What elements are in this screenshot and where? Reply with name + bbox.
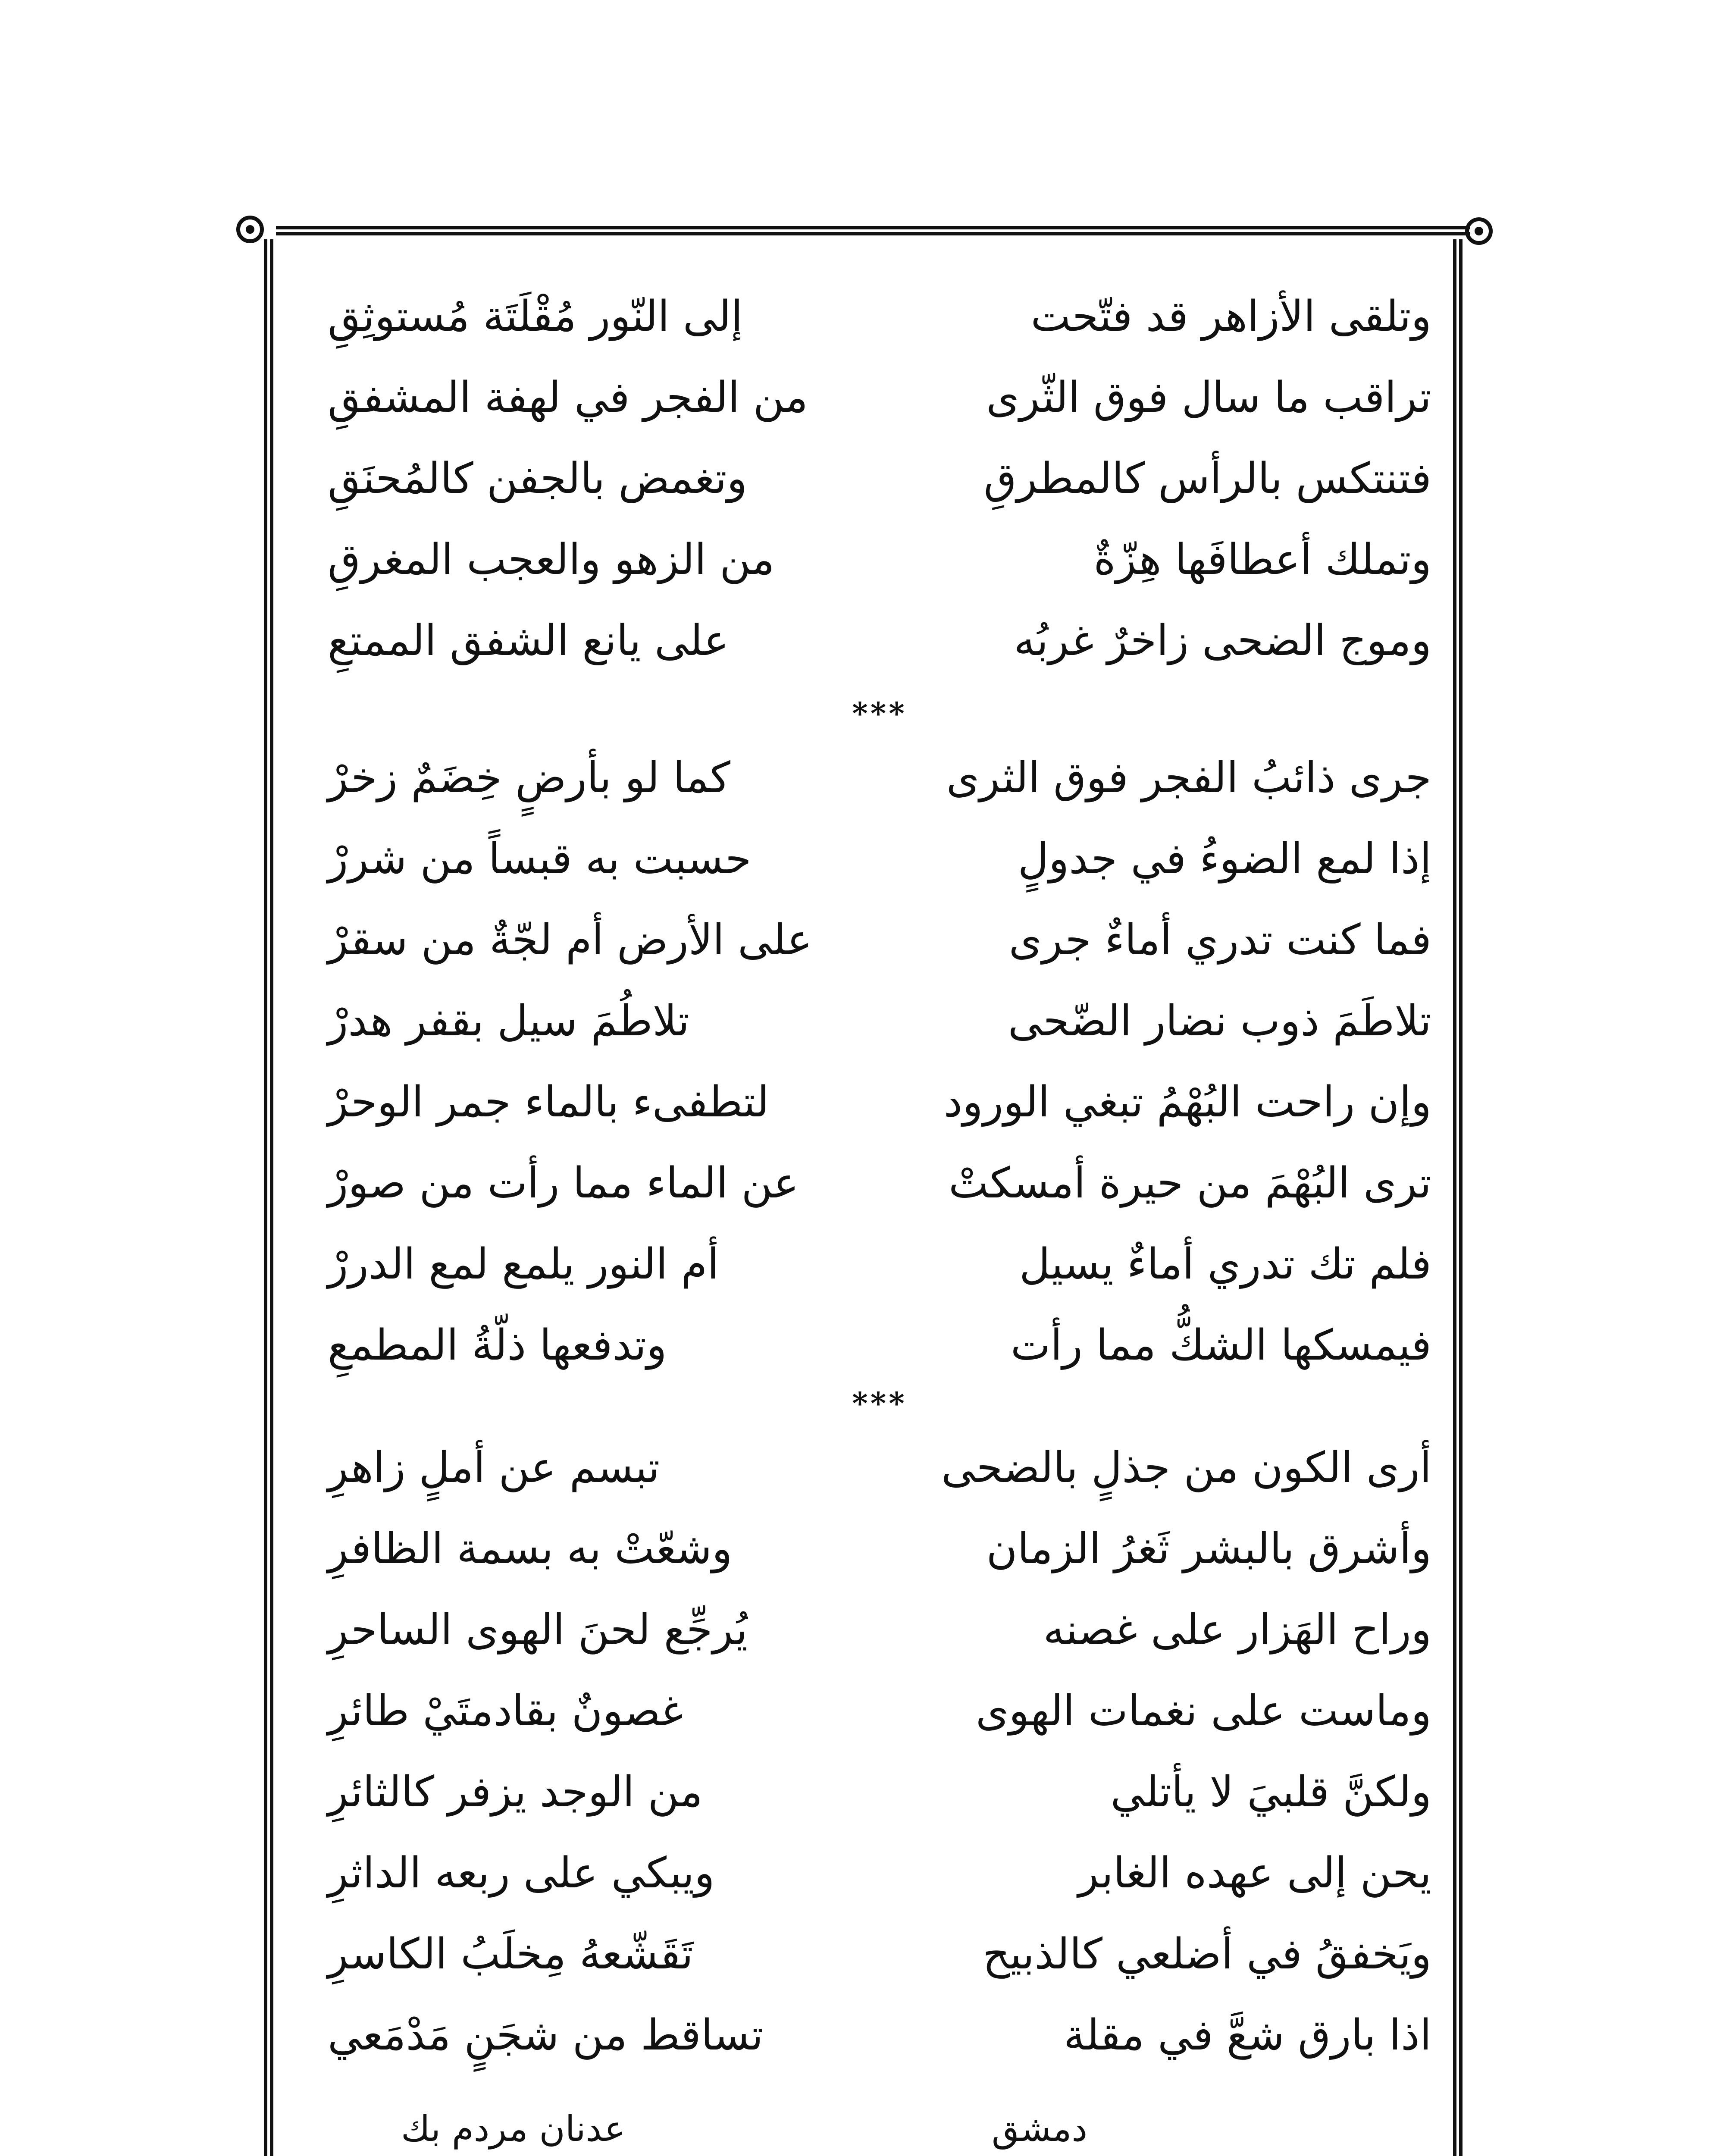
verse-line: [328, 818, 1431, 899]
verse-first-hemistich: ويَخفقُ في أضلعي كالذبيح: [983, 1930, 1431, 1979]
verse-line: [328, 981, 1431, 1062]
verse-line: [328, 357, 1431, 438]
poem-section-3: [328, 1380, 1431, 2076]
verse-line: [328, 1427, 1431, 1508]
verse-first-hemistich: فلم تك تدري أماءٌ يسيل: [1019, 1240, 1431, 1289]
verse-second-hemistich: وتدفعها ذلّةُ المطمعِ: [328, 1321, 667, 1370]
right-border-rule: [1453, 239, 1463, 2156]
verse-line: [328, 276, 1431, 357]
corner-ornament-icon: [1465, 217, 1493, 245]
verse-first-hemistich: ولكنَّ قلبيَ لا يأتلي: [1110, 1767, 1431, 1817]
verse-first-hemistich: وتملك أعطافَها هِزّةٌ: [1093, 535, 1431, 584]
verse-first-hemistich: وأشرق بالبشر ثَغرُ الزمان: [986, 1524, 1431, 1573]
verse-line: [328, 1062, 1431, 1143]
signature-city: دمشق: [992, 2109, 1087, 2150]
verse-line: [328, 1143, 1431, 1224]
section-separator: ***: [852, 1385, 907, 1421]
verse-line: [328, 1589, 1431, 1670]
verse-first-hemistich: وإن راحت البُهْمُ تبغي الورود: [943, 1078, 1431, 1127]
verse-line: [328, 1995, 1431, 2076]
verse-line: [328, 600, 1431, 681]
verse-second-hemistich: ويبكي على ربعه الداثرِ: [328, 1849, 715, 1898]
verse-second-hemistich: على الأرض أم لجّةٌ من سقرْ: [328, 915, 812, 965]
verse-first-hemistich: فما كنت تدري أماءٌ جرى: [1008, 915, 1431, 965]
verse-first-hemistich: وتلقى الأزاهر قد فتّحت: [1030, 292, 1431, 341]
verse-first-hemistich: جرى ذائبُ الفجر فوق الثرى: [946, 753, 1431, 802]
left-border-rule: [264, 239, 273, 2156]
verse-second-hemistich: أم النور يلمع لمع الدررْ: [328, 1240, 719, 1289]
verse-first-hemistich: وماست على نغمات الهوى: [976, 1686, 1431, 1736]
verse-first-hemistich: فيمسكها الشكُّ مما رأت: [1010, 1321, 1431, 1370]
verse-line: [328, 1670, 1431, 1752]
verse-line: [328, 1752, 1431, 1833]
corner-ornament-icon: [236, 216, 264, 243]
verse-second-hemistich: إلى النّور مُقْلَتَة مُستوثِقِ: [328, 292, 743, 341]
verse-second-hemistich: يُرجِّع لحنَ الهوى الساحرِ: [328, 1605, 748, 1655]
verse-line: [328, 1224, 1431, 1305]
poem-section-1: [328, 276, 1431, 681]
verse-first-hemistich: تراقب ما سال فوق الثّرى: [986, 373, 1431, 422]
verse-line: [328, 1914, 1431, 1995]
verse-first-hemistich: تلاطَمَ ذوب نضار الضّحى: [1008, 997, 1431, 1046]
verse-second-hemistich: من الوجد يزفر كالثائرِ: [328, 1767, 703, 1817]
verse-first-hemistich: أرى الكون من جذلٍ بالضحى: [941, 1443, 1431, 1492]
verse-first-hemistich: وموج الضحى زاخرٌ غربُه: [1014, 616, 1431, 665]
section-separator: ***: [852, 696, 907, 731]
verse-second-hemistich: تبسم عن أملٍ زاهرِ: [328, 1443, 660, 1492]
verse-first-hemistich: إذا لمع الضوءُ في جدولٍ: [1018, 834, 1431, 884]
verse-first-hemistich: يحن إلى عهده الغابر: [1078, 1849, 1431, 1898]
verse-second-hemistich: كما لو بأرضٍ خِضَمٌ زخرْ: [328, 753, 730, 802]
verse-second-hemistich: وشعّتْ به بسمة الظافرِ: [328, 1524, 733, 1573]
verse-second-hemistich: حسبت به قبساً من شررْ: [328, 834, 752, 884]
verse-first-hemistich: فتنتكس بالرأس كالمطرقِ: [983, 454, 1431, 503]
verse-second-hemistich: تساقط من شجَنٍ مَدْمَعي: [328, 2011, 764, 2060]
verse-second-hemistich: من الزهو والعجب المغرقِ: [328, 535, 775, 584]
verse-line: [328, 1508, 1431, 1589]
verse-second-hemistich: عن الماء مما رأت من صورْ: [328, 1159, 799, 1208]
signature-author: عدنان مردم بك: [401, 2109, 626, 2150]
verse-second-hemistich: لتطفىء بالماء جمر الوحرْ: [328, 1078, 769, 1127]
verse-second-hemistich: تَقَشّعهُ مِخلَبُ الكاسرِ: [328, 1930, 694, 1979]
verse-second-hemistich: من الفجر في لهفة المشفقِ: [328, 373, 808, 422]
verse-line: [328, 1305, 1431, 1386]
verse-second-hemistich: تلاطُمَ سيل بقفر هدرْ: [328, 997, 690, 1046]
verse-second-hemistich: غصونٌ بقادمتَيْ طائرِ: [328, 1686, 683, 1736]
top-border-rule: [276, 226, 1470, 235]
verse-line: [328, 438, 1431, 519]
verse-first-hemistich: اذا بارق شعَّ في مقلة: [1063, 2011, 1431, 2060]
verse-first-hemistich: وراح الهَزار على غصنه: [1043, 1605, 1431, 1655]
verse-line: [328, 519, 1431, 600]
poem-section-2: [328, 690, 1431, 1386]
verse-second-hemistich: على يانع الشفق الممتعِ: [328, 616, 729, 665]
verse-line: [328, 737, 1431, 818]
verse-line: [328, 1833, 1431, 1914]
verse-line: [328, 899, 1431, 981]
verse-second-hemistich: وتغمض بالجفن كالمُحنَقِ: [328, 454, 747, 503]
verse-first-hemistich: ترى البُهْمَ من حيرة أمسكتْ: [949, 1159, 1431, 1208]
